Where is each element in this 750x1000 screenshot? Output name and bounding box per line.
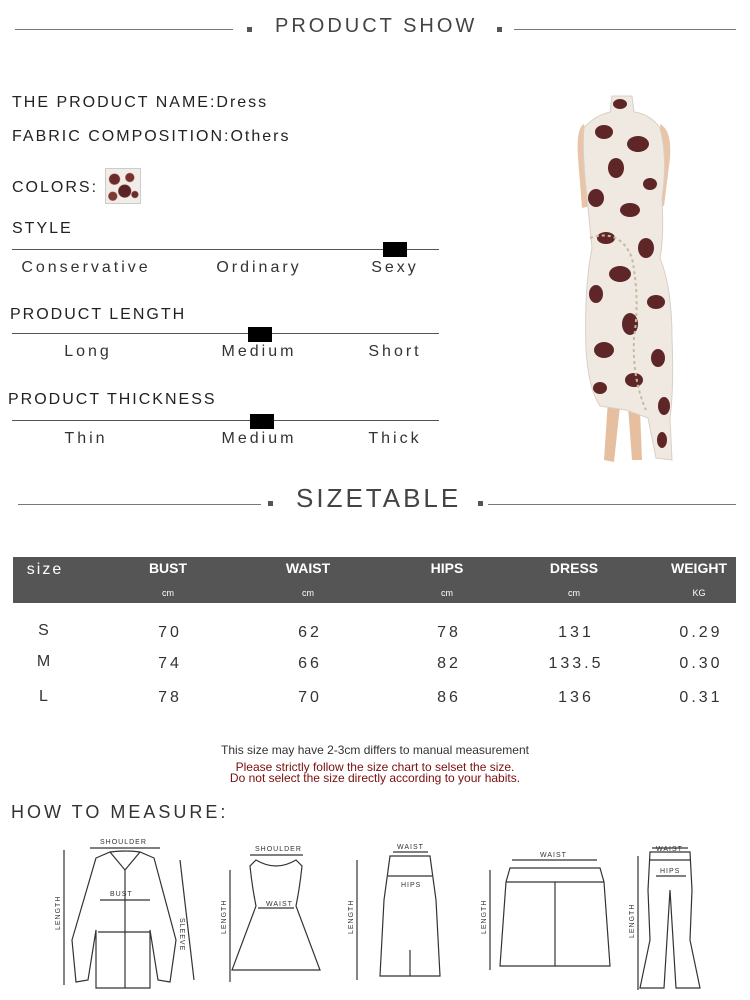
header-square-right (497, 27, 502, 32)
col-weight-unit: KG (692, 588, 706, 598)
thickness-option-thick: Thick (368, 430, 422, 447)
label-length: LENGTH (348, 899, 355, 934)
length-option-long: Long (64, 343, 112, 360)
label-waist: WAIST (266, 901, 293, 908)
col-bust: BUST (148, 560, 188, 576)
style-option-sexy: Sexy (371, 259, 419, 276)
table-cell: 0.30 (679, 655, 723, 672)
col-weight: WEIGHT (671, 560, 727, 576)
measurement-diagrams (0, 830, 750, 1000)
label-length: LENGTH (481, 899, 488, 934)
label-hips: HIPS (401, 882, 422, 889)
length-scale-line (12, 333, 439, 334)
table-cell: 62 (298, 624, 322, 641)
label-shoulder: SHOULDER (100, 839, 147, 846)
col-dress: DRESS (549, 560, 599, 576)
product-image-dress[interactable] (560, 88, 710, 468)
style-option-conservative: Conservative (21, 259, 151, 276)
table-cell: 70 (298, 689, 322, 706)
product-name-value: Dress (216, 94, 269, 111)
style-scale-line (12, 249, 439, 250)
length-selected-marker (248, 327, 272, 342)
table-cell: L (39, 688, 51, 705)
thickness-option-thin: Thin (64, 430, 108, 447)
style-title: STYLE (12, 220, 73, 237)
table-cell: 0.29 (679, 624, 723, 641)
size-table-header (13, 557, 736, 603)
col-dress-unit: cm (568, 588, 580, 598)
sizetable-title: SIZETABLE (296, 483, 462, 513)
label-length: LENGTH (221, 899, 228, 934)
label-sleeve: SLEEVE (178, 918, 185, 952)
label-length: LENGTH (629, 903, 636, 938)
note-do-not-select-by-habit: Do not select the size directly according to your habits. (229, 771, 521, 785)
fabric-composition (12, 128, 290, 146)
thickness-scale-line (12, 420, 439, 421)
thickness-title: PRODUCT THICKNESS (8, 391, 217, 408)
label-waist: WAIST (540, 852, 567, 859)
col-hips: HIPS (430, 560, 464, 576)
label-waist: WAIST (397, 844, 424, 851)
col-waist-unit: cm (302, 588, 314, 598)
label-shoulder: SHOULDER (255, 846, 302, 853)
length-option-short: Short (368, 343, 422, 360)
sizetable-square-right (478, 501, 483, 506)
sizetable-rule-left (18, 504, 261, 505)
how-to-measure-title: HOW TO MEASURE: (11, 802, 229, 822)
col-bust-unit: cm (162, 588, 174, 598)
label-length: LENGTH (55, 895, 62, 930)
thickness-selected-marker (250, 414, 274, 429)
skirt-diagram (357, 852, 440, 980)
fabric-value: Others (230, 128, 291, 145)
label-waist: WAIST (656, 846, 683, 853)
table-cell: 66 (298, 655, 322, 672)
sizetable-square-left (268, 501, 273, 506)
length-option-medium: Medium (221, 343, 297, 360)
jacket-diagram (64, 848, 194, 988)
col-hips-unit: cm (441, 588, 453, 598)
shorts-diagram (490, 860, 610, 970)
table-cell: 131 (558, 624, 594, 641)
color-swatch-print[interactable] (105, 168, 141, 204)
colors-label: COLORS: (12, 179, 99, 196)
header-square-left (247, 27, 252, 32)
label-hips: HIPS (660, 868, 681, 875)
thickness-option-medium: Medium (221, 430, 297, 447)
table-cell: M (36, 653, 54, 670)
table-cell: S (38, 622, 52, 639)
sizetable-rule-right (488, 504, 736, 505)
note-measurement-difference: This size may have 2-3cm differs to manual measurement (221, 743, 529, 757)
header-rule-right (514, 29, 736, 30)
style-option-ordinary: Ordinary (216, 259, 302, 276)
table-cell: 86 (437, 689, 461, 706)
table-cell: 74 (158, 655, 182, 672)
note-follow-size-chart: Please strictly follow the size chart to selset the size. (235, 760, 515, 774)
product-show-title: PRODUCT SHOW (275, 15, 478, 37)
table-cell: 133.5 (548, 655, 604, 672)
table-cell: 78 (158, 689, 182, 706)
table-cell: 82 (437, 655, 461, 672)
fabric-label: FABRIC COMPOSITION: (12, 128, 231, 145)
table-cell: 0.31 (679, 689, 723, 706)
label-bust: BUST (110, 891, 133, 898)
style-selected-marker (383, 242, 407, 257)
header-rule-left (15, 29, 233, 30)
table-cell: 136 (558, 689, 594, 706)
length-title: PRODUCT LENGTH (10, 306, 187, 323)
product-name-label: THE PRODUCT NAME: (12, 94, 217, 111)
table-cell: 70 (158, 624, 182, 641)
dress-diagram (230, 855, 320, 982)
table-cell: 78 (437, 624, 461, 641)
col-size: size (26, 561, 64, 578)
product-name (12, 94, 268, 112)
col-waist: WAIST (285, 560, 331, 576)
